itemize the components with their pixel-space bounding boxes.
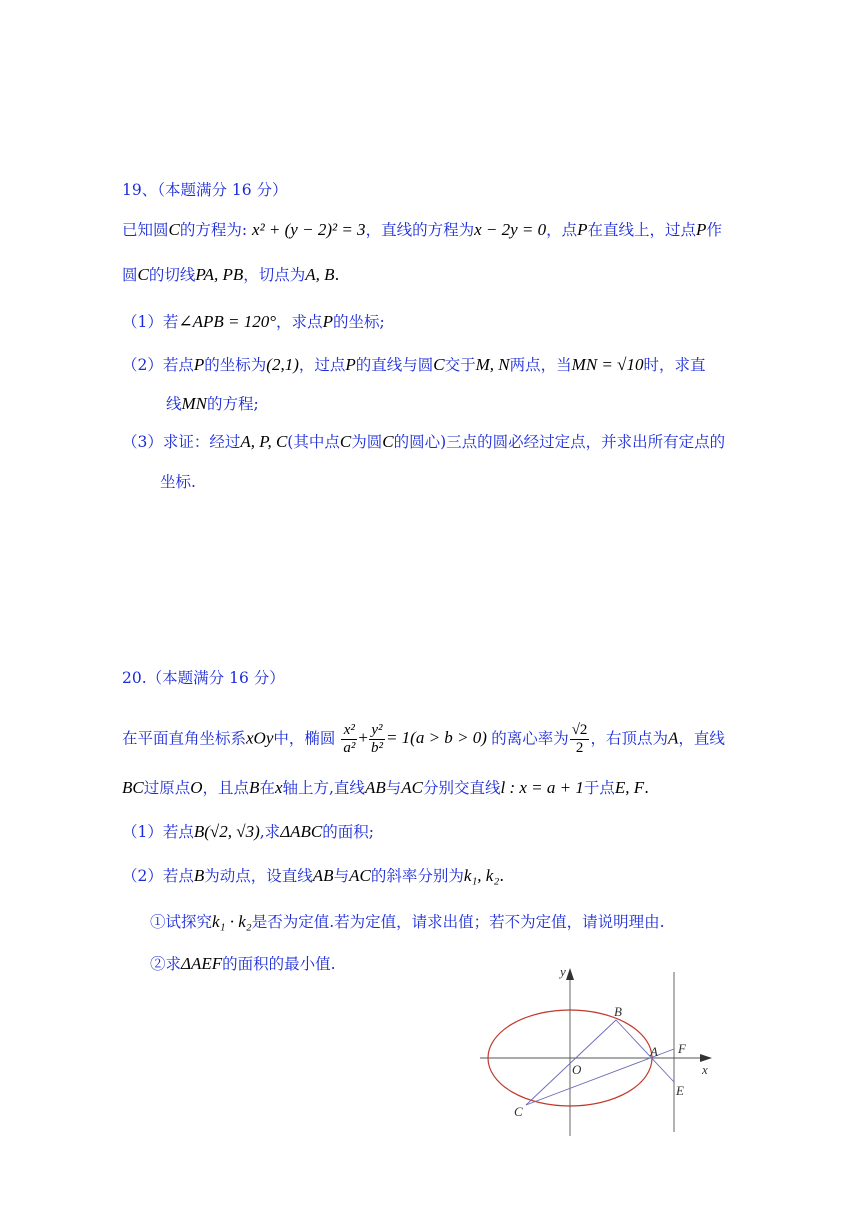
q20-part2 [122, 866, 504, 886]
math-coordinate: (2,1) [266, 355, 299, 374]
text: 在 [259, 779, 275, 797]
math-circle-name: C [433, 355, 445, 374]
equation-rest: = 1(a > b > 0) [385, 728, 487, 748]
q20-part1 [122, 822, 374, 842]
q19-part2-line2 [166, 394, 259, 414]
text: ，直线的方程为 [365, 221, 475, 239]
math-tangent-points: A, B [305, 265, 335, 284]
text: ，右顶点为 [590, 729, 668, 748]
math-circle-name: C [168, 220, 180, 239]
math-point-a: A [667, 728, 679, 748]
text: 为圆 [351, 433, 383, 451]
math-origin: O [190, 778, 203, 797]
numerator: y² [369, 722, 385, 740]
text: 中，椭圆 [273, 729, 336, 748]
text: 的圆心)三点的圆必经过定点，并求出所有定点的 [393, 433, 726, 451]
text: （2）若点 [122, 867, 194, 885]
math-line-l: l : x = a + 1 [500, 778, 584, 797]
math-points-ef: E, F [614, 778, 645, 797]
text: 作 [706, 221, 722, 239]
q20-stem-line2 [122, 778, 649, 798]
text: 的面积的最小值. [222, 955, 336, 973]
label-o: O [572, 1062, 582, 1077]
text: . [644, 779, 650, 797]
math-b-coordinate: B(√2, √3) [193, 822, 260, 841]
text: 分别交直线 [422, 779, 501, 797]
denominator: a² [343, 740, 356, 756]
text: 轴上方,直线 [282, 779, 365, 797]
text: 的斜率分别为 [370, 867, 464, 885]
text: . [499, 867, 505, 885]
label-x: x [702, 1062, 708, 1077]
label-y: y [560, 964, 566, 979]
text: （1）若 [122, 313, 179, 331]
math-triangle-abc: ΔABC [280, 822, 323, 841]
text: 是否为定值.若为定值，请求出值；若不为定值，请说明理由. [251, 913, 665, 931]
numerator: √2 [571, 722, 588, 738]
text: ，切点为 [243, 266, 306, 284]
math-triangle-aef: ΔAEF [181, 954, 223, 973]
q19-stem-line1 [122, 220, 722, 240]
denominator: 2 [575, 740, 584, 756]
text: 的切线 [148, 266, 196, 284]
q19-part3-line2: 坐标. [160, 473, 196, 491]
ellipse-figure [480, 960, 740, 1140]
text: 与 [333, 867, 350, 885]
q19-part3-line1 [122, 432, 725, 452]
math-line-ac: AC [401, 778, 423, 797]
math-ellipse-equation [340, 722, 491, 756]
text: 交于 [444, 356, 476, 374]
text: ，过点 [298, 356, 346, 374]
text: 圆 [122, 266, 138, 284]
math-point-b: B [193, 866, 205, 885]
text: 在平面直角坐标系 [122, 729, 247, 748]
text: 的直线与圆 [355, 356, 434, 374]
text: 的坐标; [332, 313, 385, 331]
x-axis-arrow [700, 1054, 712, 1062]
fraction [570, 722, 590, 757]
math-slope-product: k₁ · k₂ [212, 912, 252, 931]
math-line-bc: BC [122, 778, 144, 797]
math-line-ab: AB [312, 866, 334, 885]
text: ②求 [150, 955, 182, 973]
text: 过原点 [143, 779, 191, 797]
math-circle-name: C [137, 265, 149, 284]
text: ,求 [259, 823, 281, 841]
math-mn-length: MN = √10 [571, 355, 644, 374]
text: ①试探究 [150, 913, 213, 931]
math-angle: ∠APB = 120° [178, 312, 277, 331]
text: 为动点，设直线 [204, 867, 313, 885]
math-line-ab: AB [364, 778, 386, 797]
math-x: x [274, 778, 283, 797]
text: (其中点 [287, 433, 340, 451]
q19-part2-line1 [122, 355, 705, 375]
text: 在直线上，过点 [587, 221, 697, 239]
fraction [341, 722, 357, 757]
math-point-c: C [339, 432, 352, 451]
segment-bc [526, 1020, 616, 1105]
math-point-p: P [345, 355, 356, 374]
q20-header: 20.（本题满分 16 分） [122, 669, 285, 687]
text: ，求点 [276, 313, 323, 331]
label-a: A [650, 1044, 658, 1059]
text: ，直线 [678, 729, 725, 748]
label-b: B [614, 1004, 622, 1019]
text: ，且点 [202, 779, 250, 797]
label-f: F [678, 1041, 686, 1056]
text: 时，求直 [643, 356, 706, 374]
segment-be [616, 1020, 674, 1082]
text: . [334, 266, 340, 284]
text: 两点，当 [509, 356, 572, 374]
math-line-mn: MN [181, 394, 208, 413]
text: 已知圆 [122, 221, 169, 239]
numerator: x² [341, 722, 357, 740]
math-point-p: P [322, 312, 333, 331]
label-c: C [514, 1104, 523, 1119]
math-points-apc: A, P, C [240, 432, 288, 451]
text: 的方程为: [179, 221, 248, 239]
text: （2）若点 [122, 356, 194, 374]
q20-sub1 [150, 912, 665, 932]
text: （3）求证：经过 [122, 433, 241, 451]
math-point-b: B [249, 778, 260, 797]
text: 线 [166, 395, 182, 413]
label-e: E [676, 1083, 684, 1098]
math-circle-name: C [382, 432, 394, 451]
math-points-mn: M, N [475, 355, 510, 374]
q19-stem-line2 [122, 265, 339, 285]
text: （1）若点 [122, 823, 194, 841]
math-xoy: xOy [246, 728, 274, 748]
q19-header: 19、（本题满分 16 分） [122, 181, 288, 199]
text: 的面积; [322, 823, 375, 841]
text: 于点 [583, 779, 615, 797]
text: ，点 [546, 221, 578, 239]
math-point-p: P [696, 220, 707, 239]
denominator: b² [370, 740, 383, 756]
math-point-p: P [577, 220, 588, 239]
q19-part1 [122, 312, 385, 332]
fraction [369, 722, 385, 757]
math-tangents: PA, PB [195, 265, 244, 284]
text: 的方程; [207, 395, 259, 413]
math-line-equation: x − 2y = 0 [474, 220, 547, 239]
math-circle-equation: x² + (y − 2)² = 3 [252, 220, 366, 239]
math-slopes: k₁, k₂ [463, 866, 500, 885]
text: 与 [385, 779, 402, 797]
plus: + [358, 728, 368, 748]
text: 的坐标为 [204, 356, 267, 374]
y-axis-arrow [566, 968, 574, 980]
q20-stem-line1 [122, 722, 725, 757]
math-line-ac: AC [349, 866, 371, 885]
q20-sub2 [150, 954, 336, 974]
math-eccentricity [569, 722, 591, 756]
math-point-p: P [193, 355, 205, 374]
text: 的离心率为 [491, 729, 569, 748]
